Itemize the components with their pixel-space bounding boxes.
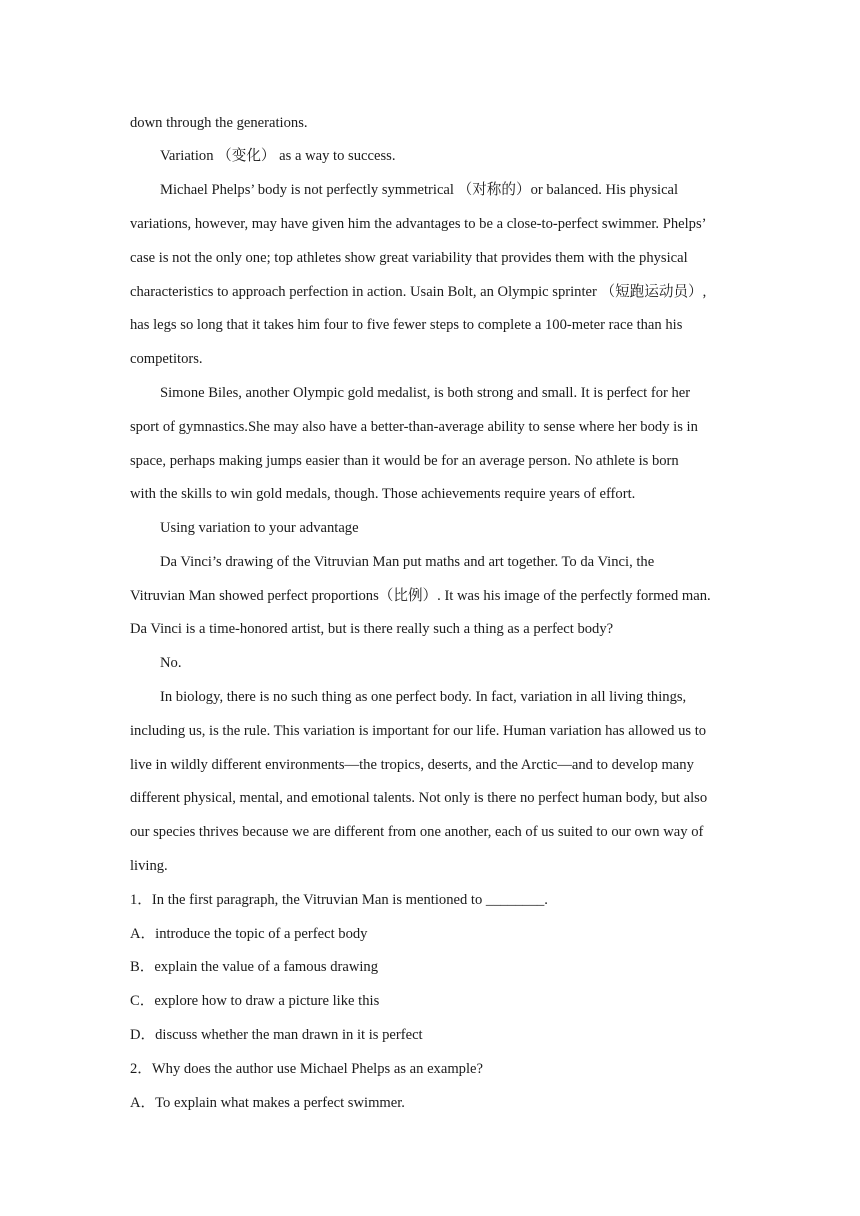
answer-option: C．explore how to draw a picture like this [130, 993, 380, 1009]
text-line: Michael Phelps’ body is not perfectly symmetrical （对称的）or balanced. His physical [160, 182, 679, 198]
question-stem: 1．In the first paragraph, the Vitruvian Man is mentioned to ________. [130, 892, 548, 908]
text-line: No. [160, 655, 182, 671]
text-line: including us, is the rule. This variation is important for our life. Human variation has allowed us to [130, 723, 707, 739]
text-line: characteristics to approach perfection in action. Usain Bolt, an Olympic sprinter （短跑运动员）, [130, 284, 707, 300]
text-line: live in wildly different environments—the tropics, deserts, and the Arctic—and to develop many [130, 757, 694, 773]
text-line: with the skills to win gold medals, though. Those achievements require years of effort. [130, 486, 636, 502]
section-heading: Variation （变化） as a way to success. [160, 148, 396, 164]
text-line: variations, however, may have given him the advantages to be a close-to-perfect swimmer. Phelps’ [130, 216, 707, 232]
answer-option: B．explain the value of a famous drawing [130, 959, 379, 975]
answer-option: A．To explain what makes a perfect swimmer. [130, 1095, 405, 1111]
section-heading: Using variation to your advantage [160, 520, 359, 536]
text-line: Simone Biles, another Olympic gold medalist, is both strong and small. It is perfect for her [160, 385, 691, 401]
text-line: case is not the only one; top athletes show great variability that provides them with the physical [130, 250, 688, 266]
text-line: Vitruvian Man showed perfect proportions（比例）. It was his image of the perfectly formed man. [130, 588, 711, 604]
text-line: space, perhaps making jumps easier than it would be for an average person. No athlete is born [130, 453, 679, 469]
text-line: down through the generations. [130, 115, 308, 131]
text-line: competitors. [130, 351, 203, 367]
question-stem: 2．Why does the author use Michael Phelps as an example? [130, 1061, 483, 1077]
text-line: has legs so long that it takes him four to five fewer steps to complete a 100-meter race than his [130, 317, 683, 333]
text-line: our species thrives because we are different from one another, each of us suited to our own way of [130, 824, 704, 840]
text-line: different physical, mental, and emotional talents. Not only is there no perfect human body, but also [130, 790, 708, 806]
text-line: living. [130, 858, 168, 874]
text-line: Da Vinci is a time-honored artist, but is there really such a thing as a perfect body? [130, 621, 614, 637]
text-line: Da Vinci’s drawing of the Vitruvian Man put maths and art together. To da Vinci, the [160, 554, 655, 570]
answer-option: D．discuss whether the man drawn in it is perfect [130, 1027, 423, 1043]
text-line: sport of gymnastics.She may also have a better-than-average ability to sense where her body is in [130, 419, 698, 435]
answer-option: A．introduce the topic of a perfect body [130, 926, 368, 942]
text-line: In biology, there is no such thing as one perfect body. In fact, variation in all living things, [160, 689, 687, 705]
